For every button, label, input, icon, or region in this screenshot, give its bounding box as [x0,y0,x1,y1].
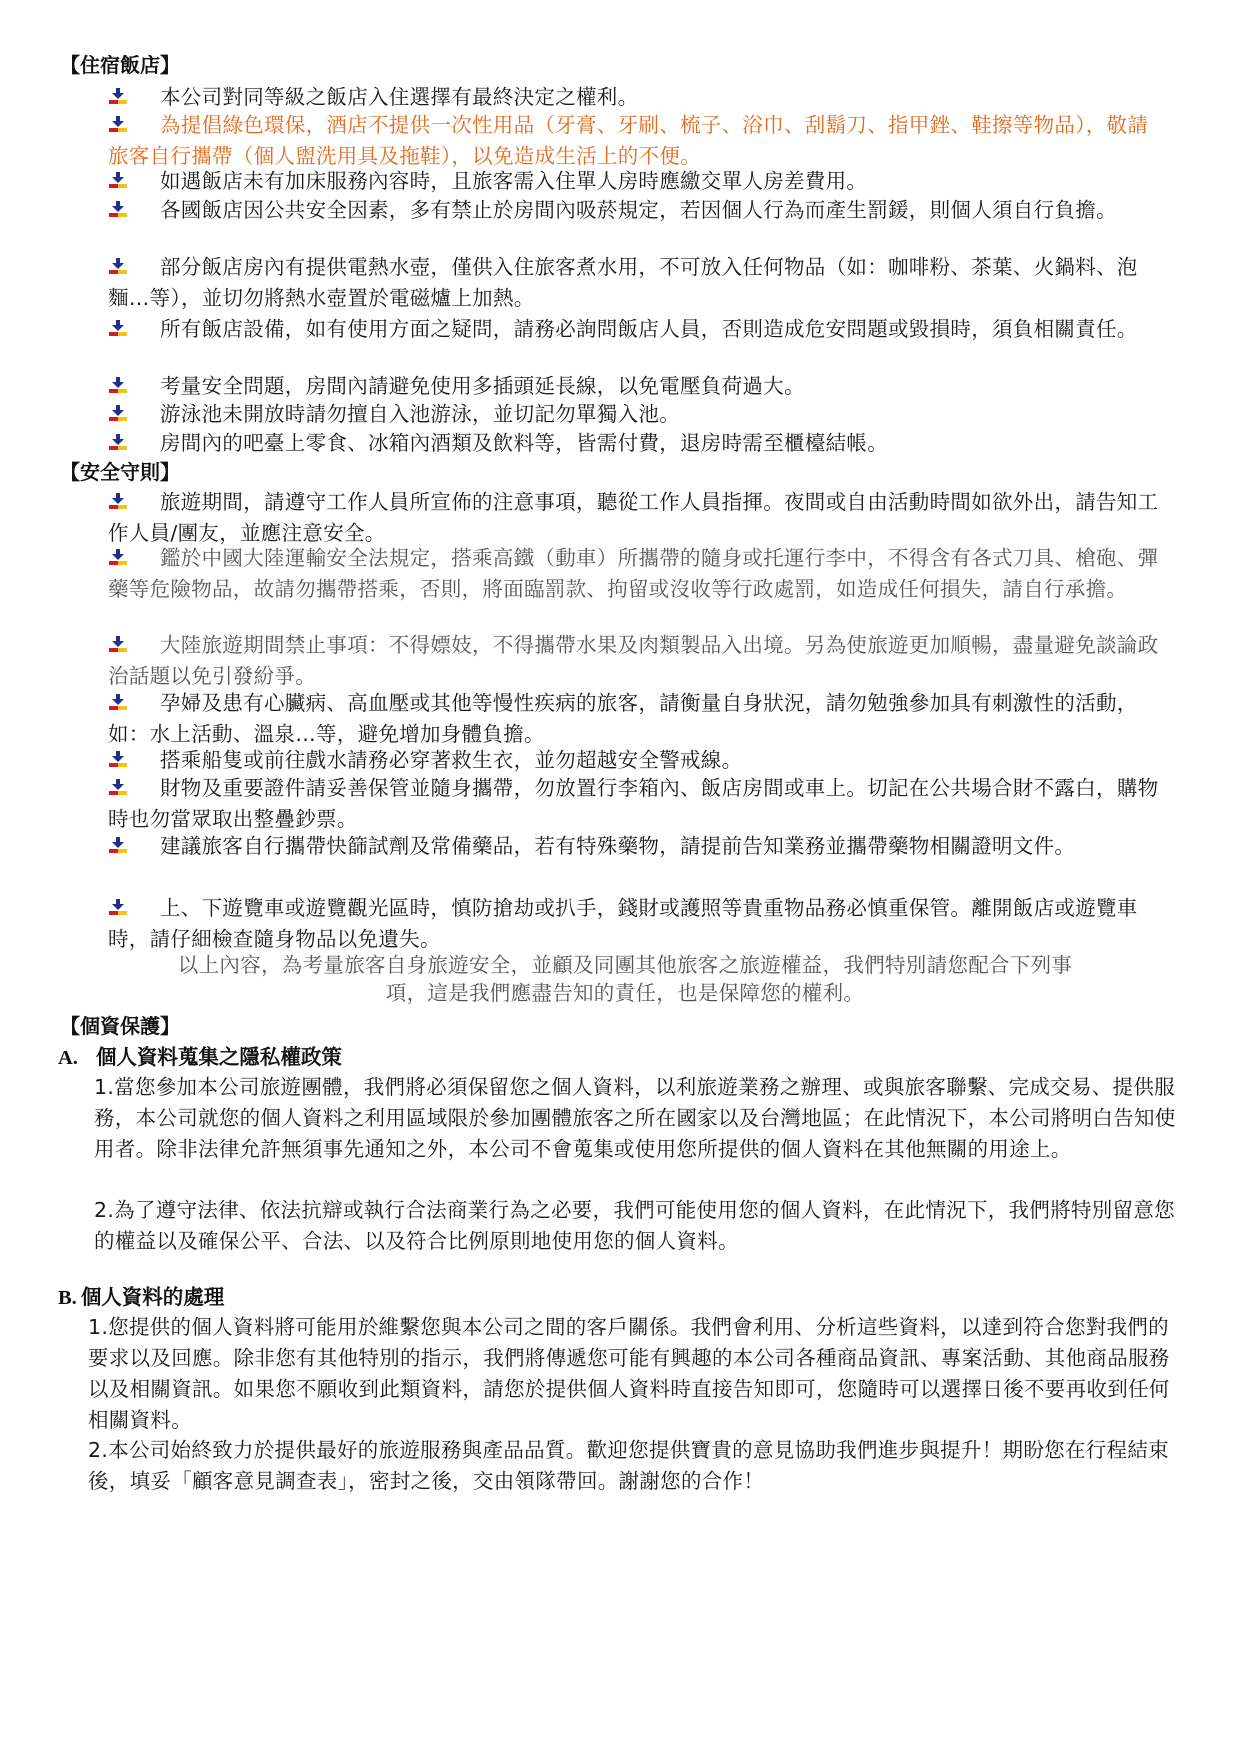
list-item: 本公司對同等級之飯店入住選擇有最終決定之權利。 [108,82,1163,113]
list-item: 鑑於中國大陸運輸安全法規定，搭乘高鐵（動車）所攜帶的隨身或托運行李中，不得含有各式刀具、槍砲、彈藥等危險物品，故請勿攜帶搭乘，否則，將面臨罰款、拘留或沒收等行政處罰，如造成任何損失，請自行承擔。 [108,546,1159,601]
bullet-icon [108,258,128,276]
list-item: 大陸旅遊期間禁止事項：不得嫖妓，不得攜帶水果及肉類製品入出境。另為使旅遊更加順暢，盡量避免談論政治話題以免引發紛爭。 [108,633,1159,688]
list-item: 上、下遊覽車或遊覽觀光區時，慎防搶劫或扒手，錢財或護照等貴重物品務必慎重保管。離開飯店或遊覽車時，請仔細檢查隨身物品以免遺失。 [108,896,1138,951]
bullet-icon [108,377,128,395]
bullet-icon [108,172,128,190]
privacy-section-a-title [58,1042,342,1073]
bullet-icon [108,694,128,712]
privacy-b-paragraph-2: 2.本公司始終致力於提供最好的旅遊服務與產品品質。歡迎您提供寶貴的意見協助我們進步與提升！期盼您在行程結束後，填妥「顧客意見調查表」，密封之後，交由領隊帶回。謝謝您的合作！ [88,1438,1169,1493]
bullet-icon [108,405,128,423]
section-letter: A. [58,1047,78,1069]
bullet-icon [108,88,128,106]
list-item: 如遇飯店未有加床服務內容時，且旅客需入住單人房時應繳交單人房差費用。 [108,166,1163,197]
list-item: 搭乘船隻或前往戲水請務必穿著救生衣，並勿超越安全警戒線。 [108,745,1163,776]
hotel-heading: 【住宿飯店】 [60,53,180,77]
list-item: 建議旅客自行攜帶快篩試劑及常備藥品，若有特殊藥物，請提前告知業務並攜帶藥物相關證明文件。 [108,831,1163,862]
bullet-icon [108,751,128,769]
section-title: 個人資料蒐集之隱私權政策 [95,1045,342,1069]
list-item: 所有飯店設備，如有使用方面之疑問，請務必詢問飯店人員，否則造成危安問題或毀損時，須負相關責任。 [108,314,1163,345]
privacy-section-b-title [58,1282,224,1313]
privacy-heading: 【個資保護】 [60,1014,180,1038]
safety-note-line-2: 項，這是我們應盡告知的責任，也是保障您的權利。 [385,981,865,1005]
bullet-icon [108,320,128,338]
bullet-icon [108,899,128,917]
bullet-icon [108,549,128,567]
list-item: 孕婦及患有心臟病、高血壓或其他等慢性疾病的旅客，請衡量自身狀況，請勿勉強參加具有刺激性的活動，如：水上活動、溫泉…等，避免增加身體負擔。 [108,691,1138,746]
list-item: 各國飯店因公共安全因素，多有禁止於房間內吸菸規定，若因個人行為而產生罰鍰，則個人須自行負擔。 [108,195,1163,226]
bullet-icon [108,837,128,855]
bullet-icon [108,434,128,452]
list-item: 財物及重要證件請妥善保管並隨身攜帶，勿放置行李箱內、飯店房間或車上。切記在公共場合財不露白，購物時也勿當眾取出整疊鈔票。 [108,776,1159,831]
list-item: 房間內的吧臺上零食、冰箱內酒類及飲料等，皆需付費，退房時需至櫃檯結帳。 [108,428,1163,459]
section-letter: B. [58,1287,77,1309]
list-item: 旅遊期間，請遵守工作人員所宣佈的注意事項，聽從工作人員指揮。夜間或自由活動時間如欲外出，請告知工作人員/團友，並應注意安全。 [108,490,1159,545]
list-item: 為提倡綠色環保，酒店不提供一次性用品（牙膏、牙刷、梳子、浴巾、刮鬍刀、指甲銼、鞋擦等物品），敬請旅客自行攜帶（個人盥洗用具及拖鞋），以免造成生活上的不便。 [108,113,1149,168]
privacy-a-paragraph-1: 1.當您參加本公司旅遊團體，我們將必須保留您之個人資料，以利旅遊業務之辦理、或與旅客聯繫、完成交易、提供服務，本公司就您的個人資料之利用區域限於參加團體旅客之所在國家以及台灣地區；在此情況下，本公司將明白告知使用者。除非法律允許無須事先通知之外，本公司不會蒐集或使用您所提供的個人資料在其他無關的用途上。 [94,1075,1176,1161]
section-title: 個人資料的處理 [80,1285,225,1309]
bullet-icon [108,493,128,511]
safety-note-line-1: 以上內容，為考量旅客自身旅遊安全，並顧及同團其他旅客之旅遊權益，我們特別請您配合下列事 [177,953,1073,977]
bullet-icon [108,779,128,797]
bullet-icon [108,201,128,219]
bullet-icon [108,636,128,654]
list-item: 游泳池未開放時請勿擅自入池游泳，並切記勿單獨入池。 [108,399,1163,430]
list-item: 部分飯店房內有提供電熱水壺，僅供入住旅客煮水用，不可放入任何物品（如：咖啡粉、茶葉、火鍋料、泡麵…等），並切勿將熱水壺置於電磁爐上加熱。 [108,255,1138,310]
list-item: 考量安全問題，房間內請避免使用多插頭延長線，以免電壓負荷過大。 [108,371,1163,402]
privacy-b-paragraph-1: 1.您提供的個人資料將可能用於維繫您與本公司之間的客戶關係。我們會利用、分析這些資料，以達到符合您對我們的要求以及回應。除非您有其他特別的指示，我們將傳遞您可能有興趣的本公司各種商品資訊、專案活動、其他商品服務以及相關資訊。如果您不願收到此類資料，請您於提供個人資料時直接告知即可，您隨時可以選擇日後不要再收到任何相關資料。 [88,1315,1170,1432]
bullet-icon [108,116,128,134]
privacy-a-paragraph-2: 2.為了遵守法律、依法抗辯或執行合法商業行為之必要，我們可能使用您的個人資料，在此情況下，我們將特別留意您的權益以及確保公平、合法、以及符合比例原則地使用您的個人資料。 [94,1198,1175,1253]
safety-heading: 【安全守則】 [60,460,180,484]
